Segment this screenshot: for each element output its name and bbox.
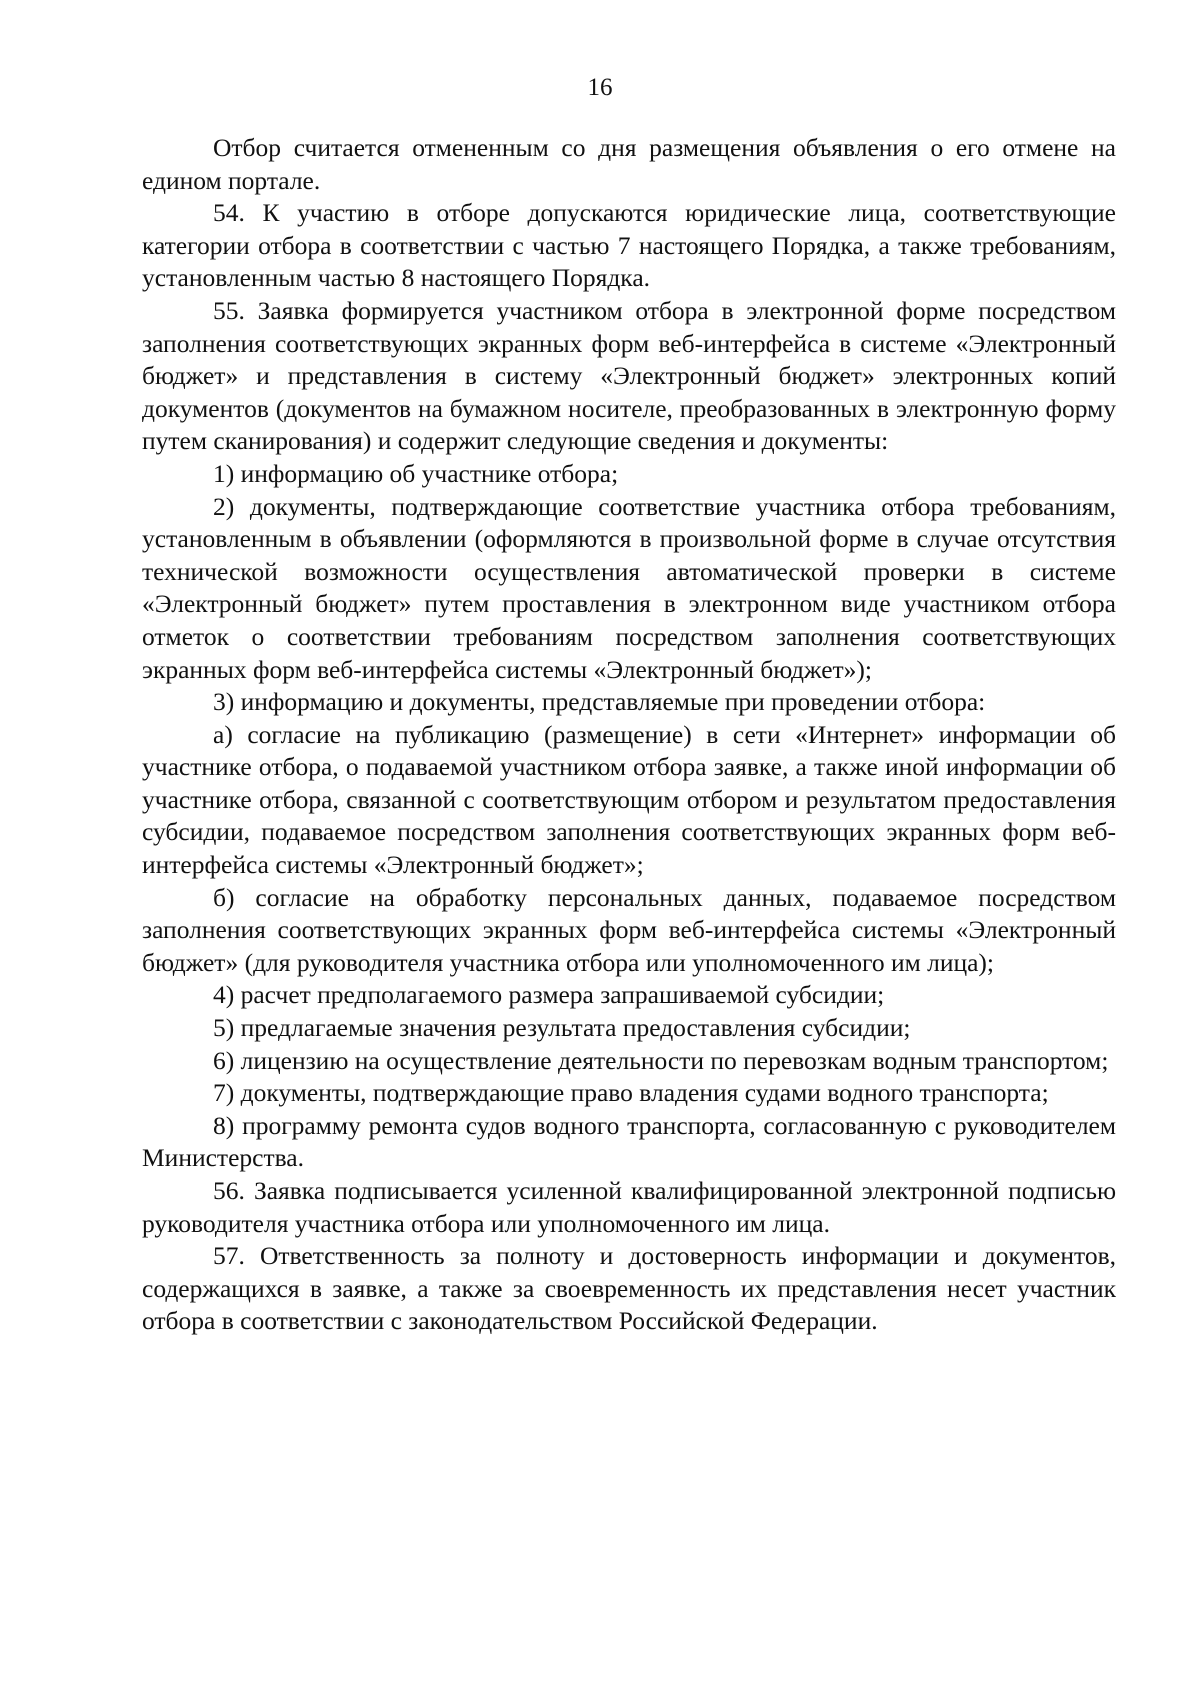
paragraph-55: 55. Заявка формируется участником отбора в электронной форме посредством заполнения соответствующих экранных форм веб-интерфейса в системе «Электронный бюджет» и представления в систему «Электронный бюджет» электронных копий документов (документов на бумажном носителе, преобразованных в электронную форму путем сканирования) и содержит следующие сведения и документы:: [142, 295, 1116, 456]
list-item-6: 6) лицензию на осуществление деятельности по перевозкам водным транспортом;: [213, 1045, 1109, 1075]
list-item-5: 5) предлагаемые значения результата предоставления субсидии;: [213, 1013, 911, 1043]
list-item-4: 4) расчет предполагаемого размера запрашиваемой субсидии;: [213, 980, 885, 1010]
list-item-8: 8) программу ремонта судов водного транспорта, согласованную с руководителем Министерства.: [142, 1110, 1116, 1173]
list-item-7: 7) документы, подтверждающие право владения судами водного транспорта;: [213, 1078, 1049, 1108]
page-number: 16: [587, 74, 613, 101]
list-item-3a: а) согласие на публикацию (размещение) в сети «Интернет» информации об участнике отбора, о подаваемой участником отбора заявке, а также иной информации об участнике отбора, связанной с соответствующим отбором и результатом предоставления субсидии, подаваемое посредством заполнения соответствующих экранных форм веб-интерфейса системы «Электронный бюджет»;: [142, 719, 1116, 880]
paragraph-selection-cancelled: Отбор считается отмененным со дня размещения объявления о его отмене на едином портале.: [142, 133, 1116, 195]
paragraph-56: 56. Заявка подписывается усиленной квалифицированной электронной подписью руководителя участника отбора или уполномоченного им лица.: [142, 1176, 1116, 1238]
paragraph-54: 54. К участию в отборе допускаются юридические лица, соответствующие категории отбора в соответствии с частью 7 настоящего Порядка, а также требованиям, установленным частью 8 настоящего Порядка.: [142, 198, 1116, 293]
list-item-2: 2) документы, подтверждающие соответствие участника отбора требованиям, установленным в объявлении (оформляются в произвольной форме в случае отсутствия технической возможности осуществления автоматической проверки в системе «Электронный бюджет» путем проставления в электронном виде участником отбора отметок о соответствии требованиям посредством заполнения соответствующих экранных форм веб-интерфейса системы «Электронный бюджет»);: [142, 491, 1116, 684]
list-item-1: 1) информацию об участнике отбора;: [213, 458, 619, 488]
paragraph-57: 57. Ответственность за полноту и достоверность информации и документов, содержащихся в заявке, а также за своевременность их представления несет участник отбора в соответствии с законодательством Российской Федерации.: [142, 1241, 1116, 1336]
document-body: [142, 132, 1116, 1338]
list-item-3b: б) согласие на обработку персональных данных, подаваемое посредством заполнения соответствующих экранных форм веб-интерфейса системы «Электронный бюджет» (для руководителя участника отбора или уполномоченного им лица);: [142, 882, 1116, 977]
list-item-3: 3) информацию и документы, представляемые при проведении отбора:: [213, 687, 986, 717]
